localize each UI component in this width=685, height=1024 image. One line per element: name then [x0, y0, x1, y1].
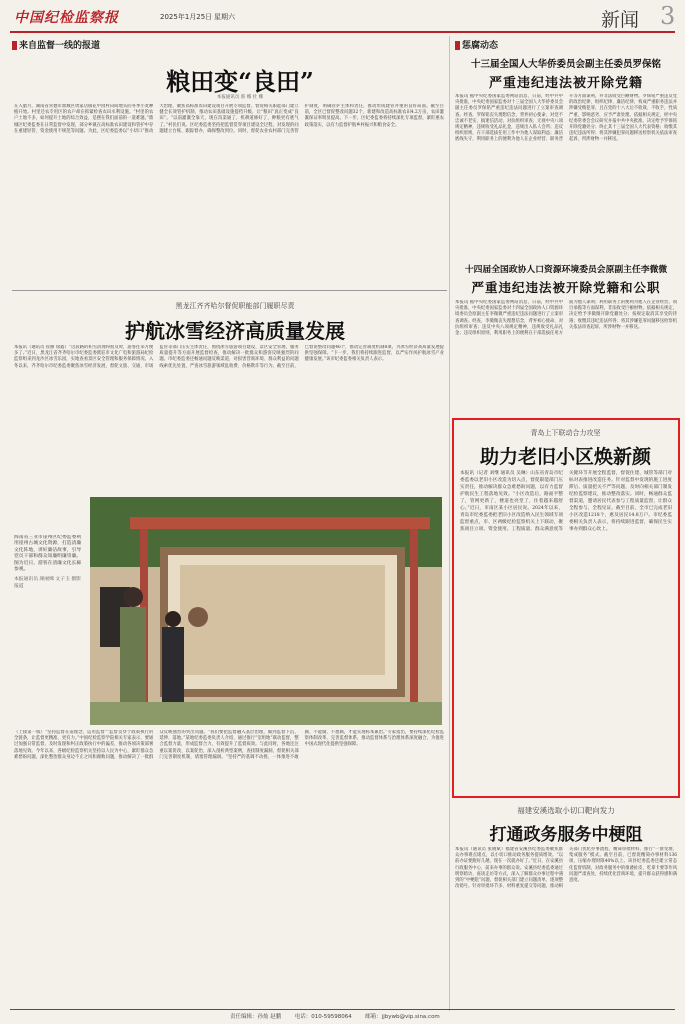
story3-body: 本报讯（通讯员 张晓斌）福建省安溪县纪委监委聚焦群众办事难点堵点，以小切口推动政务服务提质增效。“以前办证要跑好几趟，现在一次就办好了。”近日，在安溪县行政服务中心，前来办事的群众说。安溪县纪委监委通过明察暗访、座谈走访等方式，深入了解群众办事过程中遇到的“中梗阻”问题，督促相关部门建立问题清单，逐项整改销号。针对审批环节多、材料重复提交等问题，推动相关部门优化办事流程，精简审批材料，推行“一窗受理、集成服务”模式。截至目前，已督促精简办事材料136项，压缩办理时限40%以上。该县纪委监委还建立常态化监督机制，对政务服务中的推诿扯皮、吃拿卡要等作风问题严肃查处，持续优化营商环境，提升群众获得感和满意度。 [455, 847, 677, 890]
photo-scene [90, 497, 442, 725]
news2-headline-line2: 严重违纪违法被开除党籍和公职 [471, 280, 661, 295]
masthead [0, 0, 685, 32]
news2-body: 本报讯 据中央纪委国家监委网站消息，日前，经中共中央批准，中央纪委国家监委对十四届全国政协人口资源环境委员会原副主任李微微严重违纪违法问题进行了立案审查调查。经查，李微微丧失理想信念，背弃初心使命，对抗组织审查；违反中央八项规定精神，违规收受礼品礼金；违反组织原则，利用职务上的便利在干部选拔任用方面为他人谋利；利用职务上的便利为他人在企业经营、项目承揽等方面谋利，非法收受巨额财物。依据相关规定，决定给予李微微开除党籍处分；按规定取消其享受的待遇；收缴其违纪违法所得；将其涉嫌犯罪问题移送检察机关依法审查起诉，所涉财物一并移送。 [455, 300, 677, 337]
footer-editor: 责任编辑：孙灿 赵鹏 [230, 1014, 282, 1020]
section-name: 新闻 [601, 9, 640, 31]
photo-credit: 本报通讯员 颜丽嫦 文子玉 摄影报道 [14, 577, 81, 589]
news1-body: 本报讯 据中央纪委国家监委网站消息，日前，经中共中央批准，中央纪委国家监委对十三届全国人大华侨委员会副主任委员罗保铭严重违纪违法问题进行了立案审查调查。经查，罗保铭丧失理想信念，背弃初心使命，对党不忠诚不老实，搞迷信活动，对抗组织审查；无视中央八项规定精神，违规收受礼品礼金，违规出入私人会所；违反组织原则，在干部选拔任用工作中为他人谋取利益；廉洁底线失守，利用职务上的便利为他人在企业经营、职务晋升等方面谋利，并非法收受巨额财物。罗保铭严重违反党的政治纪律、组织纪律、廉洁纪律，构成严重职务违法并涉嫌受贿犯罪，且在党的十八大后不收敛、不收手，性质严重，影响恶劣，应予严肃处理。依据相关规定，经中央纪委常委会会议研究并报中共中央批准，决定给予罗保铭开除党籍处分；终止其十三届全国人大代表资格；收缴其违纪违法所得；将其涉嫌犯罪问题移送检察机关依法审查起诉，所涉财物一并移送。 [455, 94, 677, 143]
footer-phone: 电话：010-59598064 [294, 1014, 352, 1020]
caption-text: 海南省三亚市崖州区纪委监委利用崖州古城文化资源，打造清廉文化阵地，讲好廉洁故事，引导党员干部和群众知廉明廉崇廉。图为近日，游客在清廉文化长廊参观。 [14, 535, 82, 573]
section-label-text: 惩腐动态 [462, 41, 499, 51]
continued-label: （上接第一版） [14, 730, 45, 735]
story3-headline: 打通政务服务中梗阻 [489, 825, 643, 845]
news2-headline-line1: 十四届全国政协人口资源环境委员会原副主任李微微 [464, 265, 668, 275]
footer-rule [10, 1009, 675, 1010]
news1-headline-line1: 十三届全国人大华侨委员会副主任委员罗保铭 [470, 59, 661, 70]
section-marker [12, 41, 17, 50]
section-label-left [12, 38, 312, 51]
story2-headline: 护航冰雪经济高质量发展 [125, 319, 345, 343]
story2-body: 本报讯（通讯员 崔丽 徐鑫）“这段路的积雪清理得很及时，游客往来方便多了。”近日，黑龙江省齐齐哈尔市纪委监委派驻市文化广电和旅游局纪检监察组来到龙沙区冰雪乐园，实地查看景区安全管理和服务保障情况。入冬以来，齐齐哈尔市纪委监委聚焦冰雪经济发展，督促文旅、交通、市场监管等部门压实主体责任，围绕冰雪旅游项目建设、景区安全管理、服务质量提升等方面开展监督检查，推动解决一批群众和游客反映强烈的问题。市纪委监委还畅通问题反映渠道，对损害营商环境、群众利益的问题线索优先处置，严查冰雪旅游领域乱收费、价格欺诈等行为。截至目前，已督促整改问题46个，推动完善制度机制8项，为冰雪经济高质量发展提供坚强保障。“下一步，我们将持续跟进监督，以严实作风护航冰雪产业健康发展。”该市纪委监委相关负责人表示。 [14, 345, 444, 369]
photo-caption [14, 535, 84, 695]
section-marker [455, 41, 460, 50]
story1-body: 在入腊月，湖南省常德市鼎城区周家店镇花甲园村田间地头的冬季小麦种植开始。村里还农专用区的农户却在抓紧检查农田水利设施。“村里的农户土地不多，如何提升土地的综合效益，是摆在我们面前的一道难题。”鼎城区纪委监委在日常监督中发现，部分乡镇在高标准农田建设和管护中存在重建轻管、资金使用不规范等问题。为此，区纪委监委以“小切口”推动大治理，聚焦高标准农田建设项目开展专项监督，督促相关职能部门建立健全长效管护机制，推动农田基础设施提档升级，让“粮田”真正变成“良田”。“以前灌溉全靠天，现在沟渠通了，机耕道修好了，种粮更有底气了。”村民们说。区纪委监委坚持把监督贯穿项目建设全过程，对发现的问题建立台账、跟踪督办，确保整改到位。同时，督促农业农村部门完善管护制度，明确管护主体和责任，推动形成建管并重的良好局面。截至目前，全区已督促整改问题32个，新建和改造高标准农田4.2万亩，农田灌溉保证率明显提高。下一步，区纪委监委将持续深化专项监督，紧盯惠农政策落实，以有力监督护航乡村振兴和粮食安全。 [14, 104, 444, 134]
story1-headline: 粮田变“良田” [166, 67, 314, 96]
highlight-body: 本报讯（记者 刘继 通讯员 吴琳）山东省青岛市纪委监委以老旧小区改造为切入点，督促职能部门压实责任，推动解决群众急难愁盼问题，以有力监督护航民生工程落地见效。“小区改造后，路面平整了，管网更新了，楼道也亮堂了，住着越来越舒心。”近日，市南区某小区居民说。2024年以来，青岛市纪委监委把老旧小区改造纳入民生领域专项监督重点，市、区两级纪检监察机关上下联动，聚焦项目立项、资金使用、工程质量、群众满意度等关键环节开展全程监督，督促住建、城管等部门对标对表推进改造任务。针对监督中发现的施工进度滞后、质量把关不严等问题，及时向相关部门制发纪检监察建议，推动整改落实。同时，畅通群众监督渠道，邀请居民代表参与工程质量监督，让群众全程参与、全程见证。截至目前，全市已完成老旧小区改造1218个，惠及居民14.8万户。市纪委监委相关负责人表示，将持续跟进监督，确保民生实事办到群众心坎上。 [460, 471, 672, 532]
paper-logo: 中国纪检监察报 [14, 10, 119, 26]
divider [12, 290, 447, 291]
story3-kicker: 福建安溪选取小切口靶向发力 [517, 806, 615, 815]
highlight-box [452, 418, 680, 798]
bottom-left-body [14, 730, 444, 1005]
issue-date: 2025年1月25日 [160, 13, 213, 21]
section-label-right [455, 38, 655, 51]
story2-kicker: 黑龙江齐齐哈尔督促职能部门履职尽责 [175, 302, 295, 310]
footer [230, 1012, 675, 1022]
masthead-rule [10, 31, 675, 33]
news-photo [90, 497, 442, 725]
issue-weekday: 星期六 [214, 13, 235, 21]
column-divider [449, 36, 450, 1011]
section-label-text: 来自监督一线的报道 [19, 41, 101, 51]
highlight-kicker: 青岛上下联动合力攻坚 [530, 429, 601, 437]
bottom-left-text: “坚持监督在前理念，运用监督”“监督贯穿于政策执行的全链条，让监督更精准、更有力。”中国纪检监察学院相关专家表示，要通过加强日常监督，及时发现和纠正政策执行中的偏差，推动各项决策部署落地见效。今年以来，各级纪检监察机关坚持以人民为中心，紧盯群众急难愁盼问题，深化整治群众身边不正之风和腐败问题，推动解决了一批群众反映强烈的突出问题。“我们要把监督融入基层治理，做到监督下沉、延伸、落地。”某地纪委监委负责人介绍，通过推行“室组地”联动监督，整合监督力量，形成监督合力，有效提升了监督质效。与此同时，各地还注重以案促改、以案促治，深入剖析典型案例，查找制度漏洞，督促相关部门完善制度机制，堵塞管理漏洞。“坚持严的基调不动摇，一体推进不敢腐、不能腐、不想腐，才能实现标本兼治。”专家指出，要持续深化纪检监察体制改革，完善监督体系，推动监督体系与治理体系深度融合，为推进中国式现代化提供坚强保障。 [14, 730, 444, 760]
highlight-headline: 助力老旧小区焕新颜 [479, 446, 651, 468]
news1-headline-line2: 严重违纪违法被开除党籍 [488, 76, 643, 91]
footer-email: 邮箱：jjbywb@vip.sina.com [365, 1014, 440, 1020]
page-number: 3 [660, 2, 676, 30]
story1-byline: 本报通讯员 蔡 娜 杜 娜 [216, 95, 264, 100]
